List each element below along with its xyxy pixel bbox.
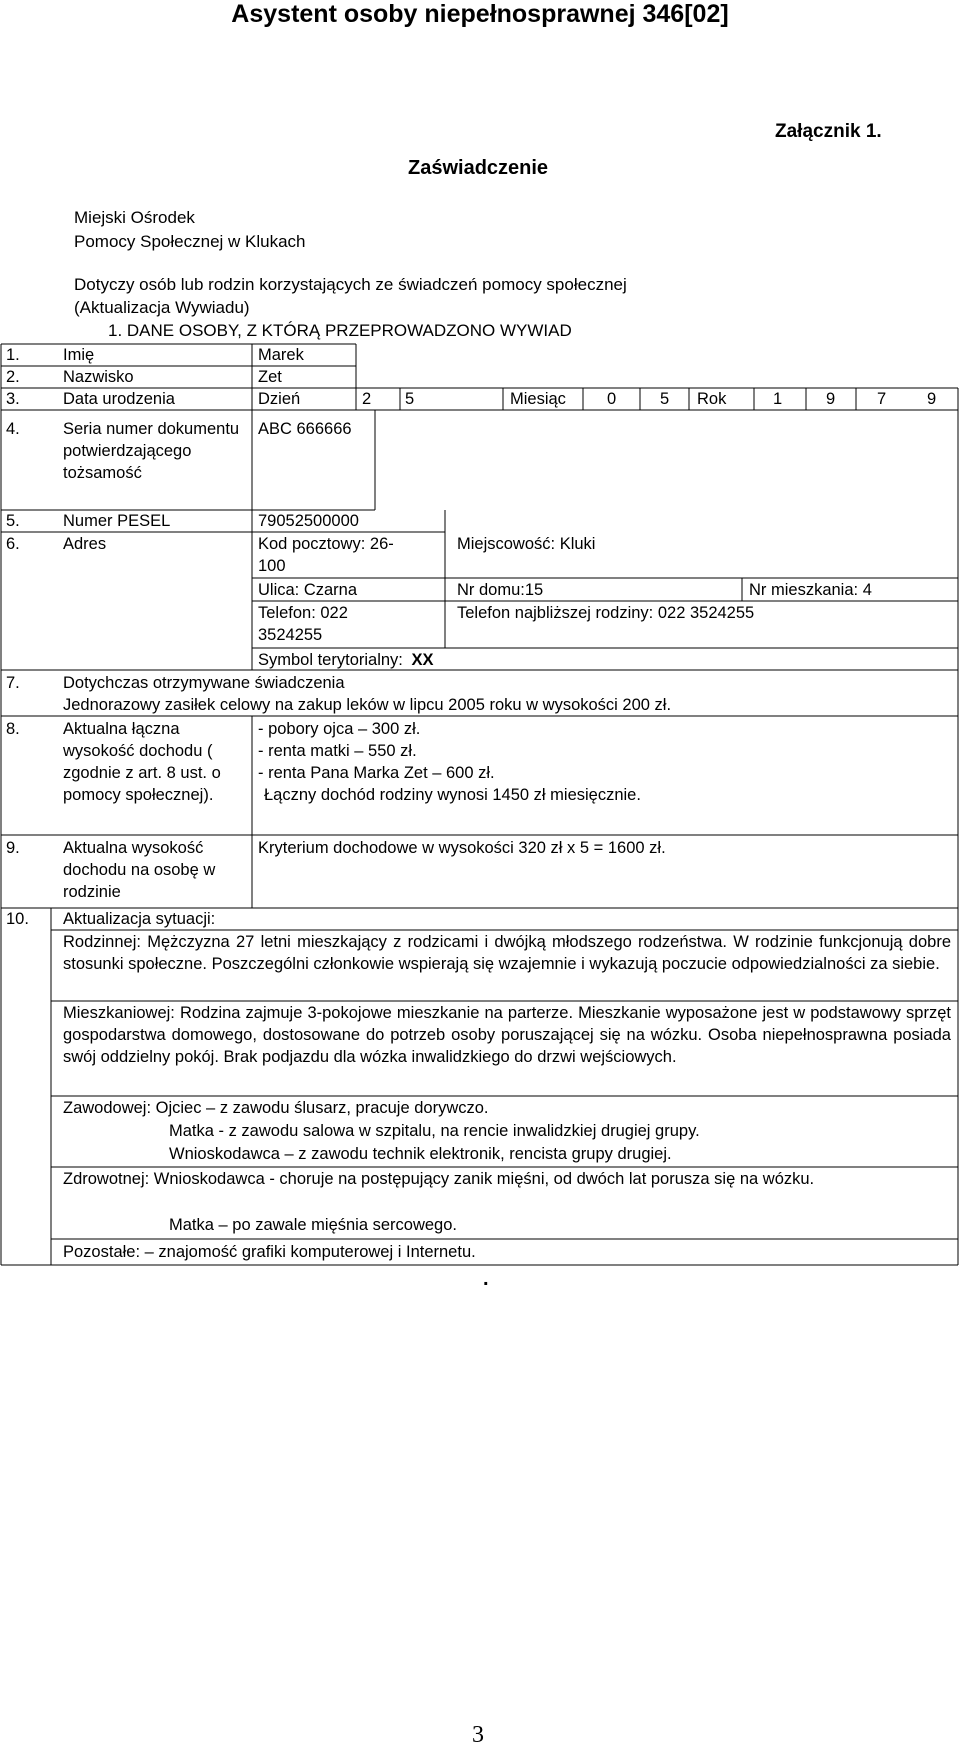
trailing-dot: .	[483, 1268, 489, 1290]
certificate-heading: Zaświadczenie	[408, 157, 549, 179]
health-situation-1-text: Zdrowotnej: Wnioskodawca - choruje na postępujący zanik mięśni, od dwóch lat porusza się na wózku.	[63, 1170, 815, 1188]
year-digit-3: 7	[877, 390, 887, 408]
family-phone: Telefon najbliższej rodziny: 022 3524255	[457, 604, 755, 622]
house-number: Nr domu:15	[457, 581, 544, 599]
day-label: Dzień	[258, 390, 301, 408]
pesel-label: Numer PESEL	[63, 512, 171, 530]
section-heading: 1. DANE OSOBY, Z KTÓRĄ PRZEPROWADZONO WYWIAD	[108, 321, 572, 340]
year-digit-1: 1	[773, 390, 783, 408]
concerns-line-1: Dotyczy osób lub rodzin korzystających ze świadczeń pomocy społecznej	[74, 275, 627, 294]
month-digit-2: 5	[660, 390, 670, 408]
pesel-value: 79052500000	[258, 512, 359, 530]
income-label: Aktualna łączna wysokość dochodu ( zgodnie z art. 8 ust. o pomocy społecznej).	[63, 720, 221, 804]
first-name-value: Marek	[258, 346, 304, 364]
housing-situation: Mieszkaniowej: Rodzina zajmuje 3-pokojowe mieszkanie na parterze. Mieszkanie wyposażone jest w podstawowy sprzęt gospodarstwa domowego, dostosowane do potrzeb osoby poruszającej się na wózku. Osoba niepełnosprawna posiada swój oddzielny pokój. Brak podjazdu dla wózka inwalidzkiego do drzwi wejściowych.	[63, 1004, 951, 1066]
id-document-value: ABC 666666	[258, 420, 352, 438]
income-line-2: - renta matki – 550 zł.	[258, 742, 417, 760]
territorial-symbol-label: Symbol terytorialny:	[258, 651, 403, 669]
row-9-number: 9.	[6, 839, 20, 857]
street: Ulica: Czarna	[258, 581, 358, 599]
row-3-number: 3.	[6, 390, 20, 408]
office-line-1: Miejski Ośrodek	[74, 208, 195, 227]
health-situation-1	[63, 1168, 951, 1190]
month-digit-1: 0	[607, 390, 617, 408]
concerns-text	[74, 273, 627, 319]
benefits-value: Jednorazowy zasiłek celowy na zakup leków w lipcu 2005 roku w wysokości 200 zł.	[63, 696, 672, 714]
work-situation-2: Matka - z zawodu salowa w szpitalu, na rencie inwalidzkiej drugiej grupy.	[169, 1122, 700, 1140]
row-6-number: 6.	[6, 535, 20, 553]
address-label: Adres	[63, 535, 107, 553]
flat-number: Nr mieszkania: 4	[749, 581, 872, 599]
income-total: Łączny dochód rodziny wynosi 1450 zł miesięcznie.	[264, 786, 641, 804]
income-line-1: - pobory ojca – 300 zł.	[258, 720, 421, 738]
row-10-number: 10.	[6, 910, 29, 928]
row-1-number: 1.	[6, 346, 20, 364]
month-label: Miesiąc	[510, 390, 566, 408]
year-label: Rok	[697, 390, 727, 408]
row-2-number: 2.	[6, 368, 20, 386]
surname-value: Zet	[258, 368, 282, 386]
row-4-number: 4.	[6, 420, 20, 438]
postal-code: Kod pocztowy: 26-100	[258, 535, 394, 575]
situation-update-label: Aktualizacja sytuacji:	[63, 910, 216, 928]
other-situation: Pozostałe: – znajomość grafiki komputerowej i Internetu.	[63, 1243, 476, 1261]
phone: Telefon: 022 3524255	[258, 604, 348, 644]
concerns-line-2: (Aktualizacja Wywiadu)	[74, 298, 250, 317]
birth-date-label: Data urodzenia	[63, 390, 175, 408]
family-situation: Rodzinnej: Mężczyzna 27 letni mieszkający z rodzicami i dwójką młodszego rodzeństwa. W rodzinie funkcjonują dobre stosunki społeczne. Poszczególni członkowie wspierają się wzajemnie i wykazują poczucie odpowiedzialności za siebie.	[63, 933, 951, 973]
city: Miejscowość: Kluki	[457, 535, 596, 553]
day-digit-2: 5	[405, 390, 415, 408]
day-digit-1: 2	[362, 390, 372, 408]
work-situation-1: Zawodowej: Ojciec – z zawodu ślusarz, pracuje dorywczo.	[63, 1099, 489, 1117]
id-document-label: Seria numer dokumentu potwierdzającego tożsamość	[63, 420, 240, 482]
office-line-2: Pomocy Społecznej w Klukach	[74, 232, 306, 251]
interview-table	[0, 343, 960, 1268]
attachment-label: Załącznik 1.	[775, 121, 882, 142]
row-8-number: 8.	[6, 720, 20, 738]
territorial-symbol	[258, 649, 434, 671]
per-person-income-value: Kryterium dochodowe w wysokości 320 zł x 5 = 1600 zł.	[258, 839, 666, 857]
office-name	[74, 206, 306, 254]
income-line-3: - renta Pana Marka Zet – 600 zł.	[258, 764, 495, 782]
first-name-label: Imię	[63, 346, 95, 364]
row-5-number: 5.	[6, 512, 20, 530]
year-digit-4: 9	[927, 390, 937, 408]
work-situation-3: Wnioskodawca – z zawodu technik elektronik, rencista grupy drugiej.	[169, 1145, 672, 1163]
row-7-number: 7.	[6, 674, 20, 692]
per-person-income-label: Aktualna wysokość dochodu na osobę w rodzinie	[63, 839, 216, 901]
surname-label: Nazwisko	[63, 368, 134, 386]
page-title: Asystent osoby niepełnosprawnej 346[02]	[231, 0, 729, 28]
benefits-label: Dotychczas otrzymywane świadczenia	[63, 674, 345, 692]
territorial-symbol-value: XX	[411, 651, 434, 669]
page-number: 3	[472, 1722, 484, 1748]
year-digit-2: 9	[826, 390, 836, 408]
health-situation-2: Matka – po zawale mięśnia sercowego.	[169, 1216, 457, 1234]
